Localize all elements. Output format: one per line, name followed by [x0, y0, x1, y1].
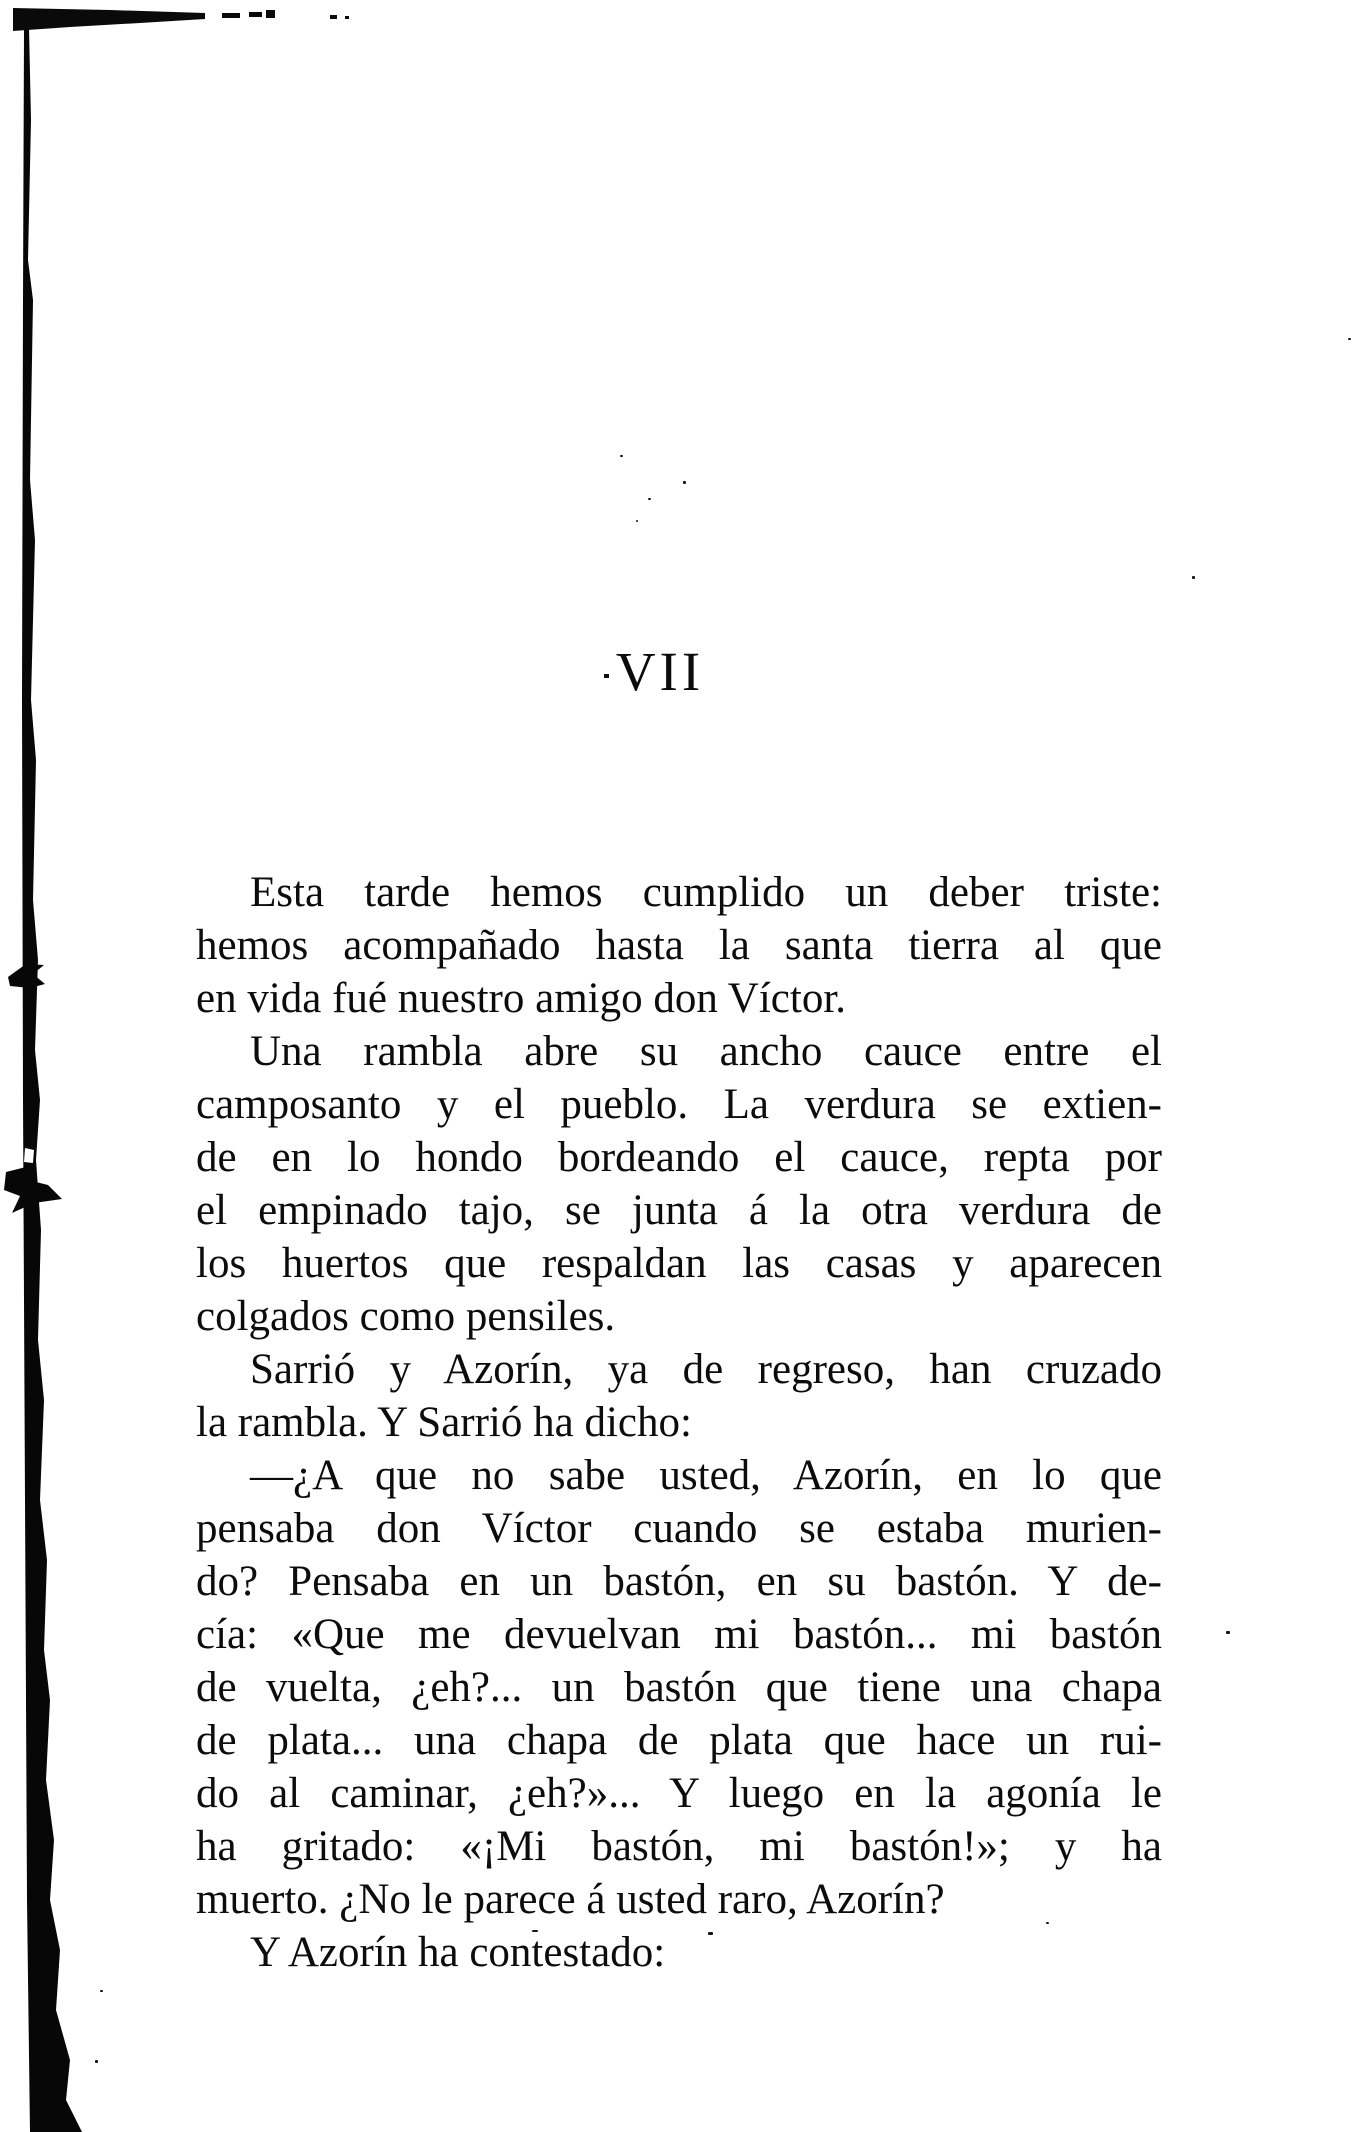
text-line: los huertos que respaldan las casas y aparecen [196, 1240, 1162, 1287]
text-line: Y Azorín ha contestado: [250, 1929, 666, 1976]
spine-blob-swoosh [4, 1166, 62, 1213]
text-line: do? Pensaba en un bastón, en su bastón. Y de- [196, 1558, 1162, 1605]
ink-speck [100, 1990, 103, 1992]
ink-speck [683, 481, 686, 484]
text-line: de plata... una chapa de plata que hace un rui- [196, 1717, 1162, 1764]
text-line: en vida fué nuestro amigo don Víctor. [196, 975, 847, 1022]
text-line: cía: «Que me devuelvan mi bastón... mi bastón [196, 1611, 1162, 1658]
text-line: pensaba don Víctor cuando se estaba murien- [196, 1505, 1162, 1552]
text-line: Sarrió y Azorín, ya de regreso, han cruzado [250, 1346, 1162, 1393]
scan-top-wedge [13, 8, 205, 31]
body-text [196, 866, 1162, 1979]
text-line: muerto. ¿No le parece á usted raro, Azorín? [196, 1876, 945, 1923]
text-line: el empinado tajo, se junta á la otra verdura de [196, 1187, 1162, 1234]
ink-speck [95, 2060, 98, 2063]
spine-blob-arrow [8, 964, 45, 988]
ink-speck [1226, 1631, 1230, 1634]
text-line: de vuelta, ¿eh?... un bastón que tiene una chapa [196, 1664, 1162, 1711]
text-line: ha gritado: «¡Mi bastón, mi bastón!»; y ha [196, 1823, 1162, 1870]
text-line: camposanto y el pueblo. La verdura se extien- [196, 1081, 1162, 1128]
ink-speck [1192, 576, 1195, 579]
text-line: hemos acompañado hasta la santa tierra al que [196, 922, 1162, 969]
text-line: Una rambla abre su ancho cauce entre el [250, 1028, 1162, 1075]
text-line: colgados como pensiles. [196, 1293, 616, 1340]
text-line: de en lo hondo bordeando el cauce, repta por [196, 1134, 1162, 1181]
ink-speck [636, 520, 638, 522]
book-spine-stripe [22, 28, 82, 2132]
ink-speck [1348, 338, 1351, 340]
text-line: do al caminar, ¿eh?»... Y luego en la agonía le [196, 1770, 1162, 1817]
ink-speck [648, 498, 651, 500]
text-line: la rambla. Y Sarrió ha dicho: [196, 1399, 692, 1446]
text-line: —¿A que no sabe usted, Azorín, en lo que [250, 1452, 1162, 1499]
chapter-heading: VII [615, 641, 705, 702]
ink-speck [620, 455, 623, 457]
text-line: Esta tarde hemos cumplido un deber triste: [250, 869, 1162, 916]
